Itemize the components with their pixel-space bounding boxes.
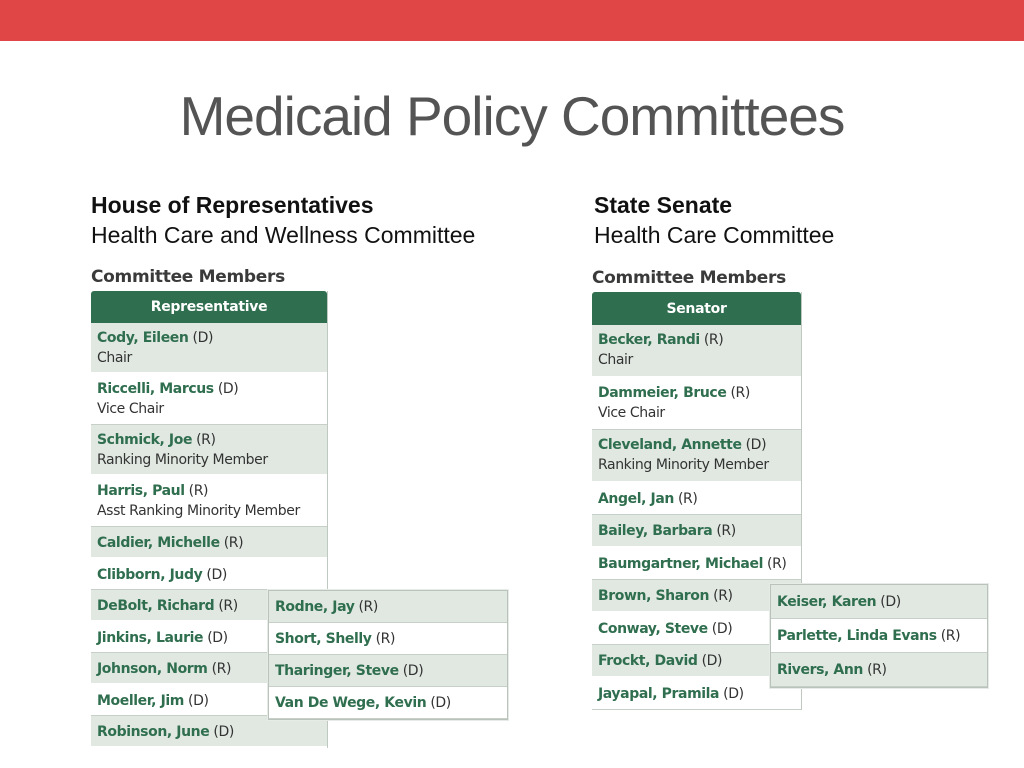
- member-party: (R): [223, 535, 244, 551]
- member-role: Ranking Minority Member: [598, 457, 769, 473]
- member-party: (R): [678, 490, 698, 507]
- member-party: (R): [867, 662, 887, 678]
- house-members-continued: [268, 590, 508, 720]
- member-name-link[interactable]: Jayapal, Pramila: [598, 685, 720, 702]
- member-name-link[interactable]: Caldier, Michelle: [97, 535, 220, 551]
- member-role: Vice Chair: [97, 401, 164, 417]
- member-party: (R): [218, 598, 238, 614]
- member-name-link[interactable]: Moeller, Jim: [97, 692, 184, 709]
- member-row: [91, 323, 327, 374]
- member-party: (R): [767, 555, 787, 572]
- member-party: (R): [211, 661, 232, 677]
- member-party: (R): [716, 523, 736, 539]
- member-party: (R): [188, 483, 209, 499]
- member-party: (R): [703, 332, 724, 348]
- member-name-link[interactable]: Tharinger, Steve: [275, 663, 399, 679]
- senate-committee-name: Health Care Committee: [594, 222, 835, 248]
- member-name-link[interactable]: Cleveland, Annette: [598, 437, 742, 453]
- member-name-link[interactable]: Angel, Jan: [598, 490, 674, 507]
- member-role: Ranking Minority Member: [97, 452, 268, 468]
- member-name-link[interactable]: Jinkins, Laurie: [97, 629, 204, 646]
- top-accent-bar: [0, 0, 1024, 41]
- senate-members-continued: [770, 584, 988, 688]
- member-row: [592, 515, 801, 548]
- member-row: [592, 325, 801, 378]
- member-name-link[interactable]: Rivers, Ann: [777, 662, 863, 678]
- member-row: [269, 655, 507, 687]
- slide-title: Medicaid Policy Committees: [179, 85, 845, 147]
- member-party: (D): [188, 692, 209, 709]
- member-name-link[interactable]: Schmick, Joe: [97, 432, 193, 448]
- member-party: (R): [730, 384, 750, 401]
- member-row: [91, 374, 327, 425]
- member-row: [269, 687, 507, 719]
- member-row: [91, 476, 327, 527]
- member-name-link[interactable]: Brown, Sharon: [598, 588, 710, 604]
- member-row: [269, 623, 507, 655]
- member-party: (D): [430, 695, 451, 711]
- member-name-link[interactable]: Clibborn, Judy: [97, 566, 203, 583]
- member-row: [91, 527, 327, 559]
- member-name-link[interactable]: Harris, Paul: [97, 483, 185, 499]
- member-name-link[interactable]: DeBolt, Richard: [97, 598, 215, 614]
- member-party: (R): [196, 432, 216, 448]
- member-party: (D): [213, 724, 234, 740]
- member-name-link[interactable]: Dammeier, Bruce: [598, 384, 727, 401]
- house-heading: [91, 190, 475, 250]
- member-row: [269, 591, 507, 623]
- member-party: (D): [217, 381, 239, 397]
- member-name-link[interactable]: Conway, Steve: [598, 620, 708, 637]
- member-name-link[interactable]: Johnson, Norm: [97, 661, 208, 677]
- member-role: Vice Chair: [598, 404, 665, 421]
- member-party: (D): [192, 330, 214, 346]
- member-party: (D): [402, 663, 424, 679]
- member-row: [592, 378, 801, 431]
- member-name-link[interactable]: Short, Shelly: [275, 631, 372, 647]
- member-row: [771, 653, 987, 687]
- house-members-label: Committee Members: [91, 267, 285, 287]
- member-party: (D): [701, 653, 723, 669]
- member-row: [592, 483, 801, 516]
- member-name-link[interactable]: Keiser, Karen: [777, 594, 877, 610]
- member-name-link[interactable]: Bailey, Barbara: [598, 523, 713, 539]
- member-name-link[interactable]: Riccelli, Marcus: [97, 381, 214, 397]
- member-row: [592, 548, 801, 581]
- member-party: (D): [207, 629, 228, 646]
- member-party: (R): [375, 631, 396, 647]
- senate-heading: [594, 190, 834, 250]
- member-name-link[interactable]: Becker, Randi: [598, 332, 700, 348]
- member-row: [771, 585, 987, 619]
- member-name-link[interactable]: Frockt, David: [598, 653, 698, 669]
- house-chamber-name: House of Representatives: [91, 192, 374, 218]
- member-name-link[interactable]: Robinson, June: [97, 724, 210, 740]
- member-row: [771, 619, 987, 653]
- member-party: (R): [713, 588, 733, 604]
- member-role: Asst Ranking Minority Member: [97, 503, 300, 519]
- member-party: (D): [206, 566, 227, 583]
- member-party: (R): [940, 628, 961, 644]
- member-party: (D): [723, 685, 744, 702]
- member-party: (D): [711, 620, 733, 637]
- member-name-link[interactable]: Parlette, Linda Evans: [777, 628, 937, 644]
- member-row: [91, 559, 327, 591]
- senate-column-header: Senator: [592, 292, 801, 325]
- house-committee-name: Health Care and Wellness Committee: [91, 222, 476, 248]
- house-column-header: Representative: [91, 291, 327, 323]
- member-row: [592, 430, 801, 483]
- senate-members-label: Committee Members: [592, 268, 786, 288]
- member-party: (D): [745, 437, 767, 453]
- member-role: Chair: [598, 352, 633, 368]
- member-name-link[interactable]: Cody, Eileen: [97, 330, 189, 346]
- member-row: [91, 425, 327, 476]
- member-role: Chair: [97, 350, 132, 366]
- member-row: [91, 716, 327, 748]
- member-name-link[interactable]: Rodne, Jay: [275, 599, 355, 615]
- member-name-link[interactable]: Van De Wege, Kevin: [275, 695, 427, 711]
- member-party: (R): [358, 599, 378, 615]
- member-name-link[interactable]: Baumgartner, Michael: [598, 555, 763, 572]
- senate-chamber-name: State Senate: [594, 192, 733, 218]
- member-party: (D): [880, 594, 901, 610]
